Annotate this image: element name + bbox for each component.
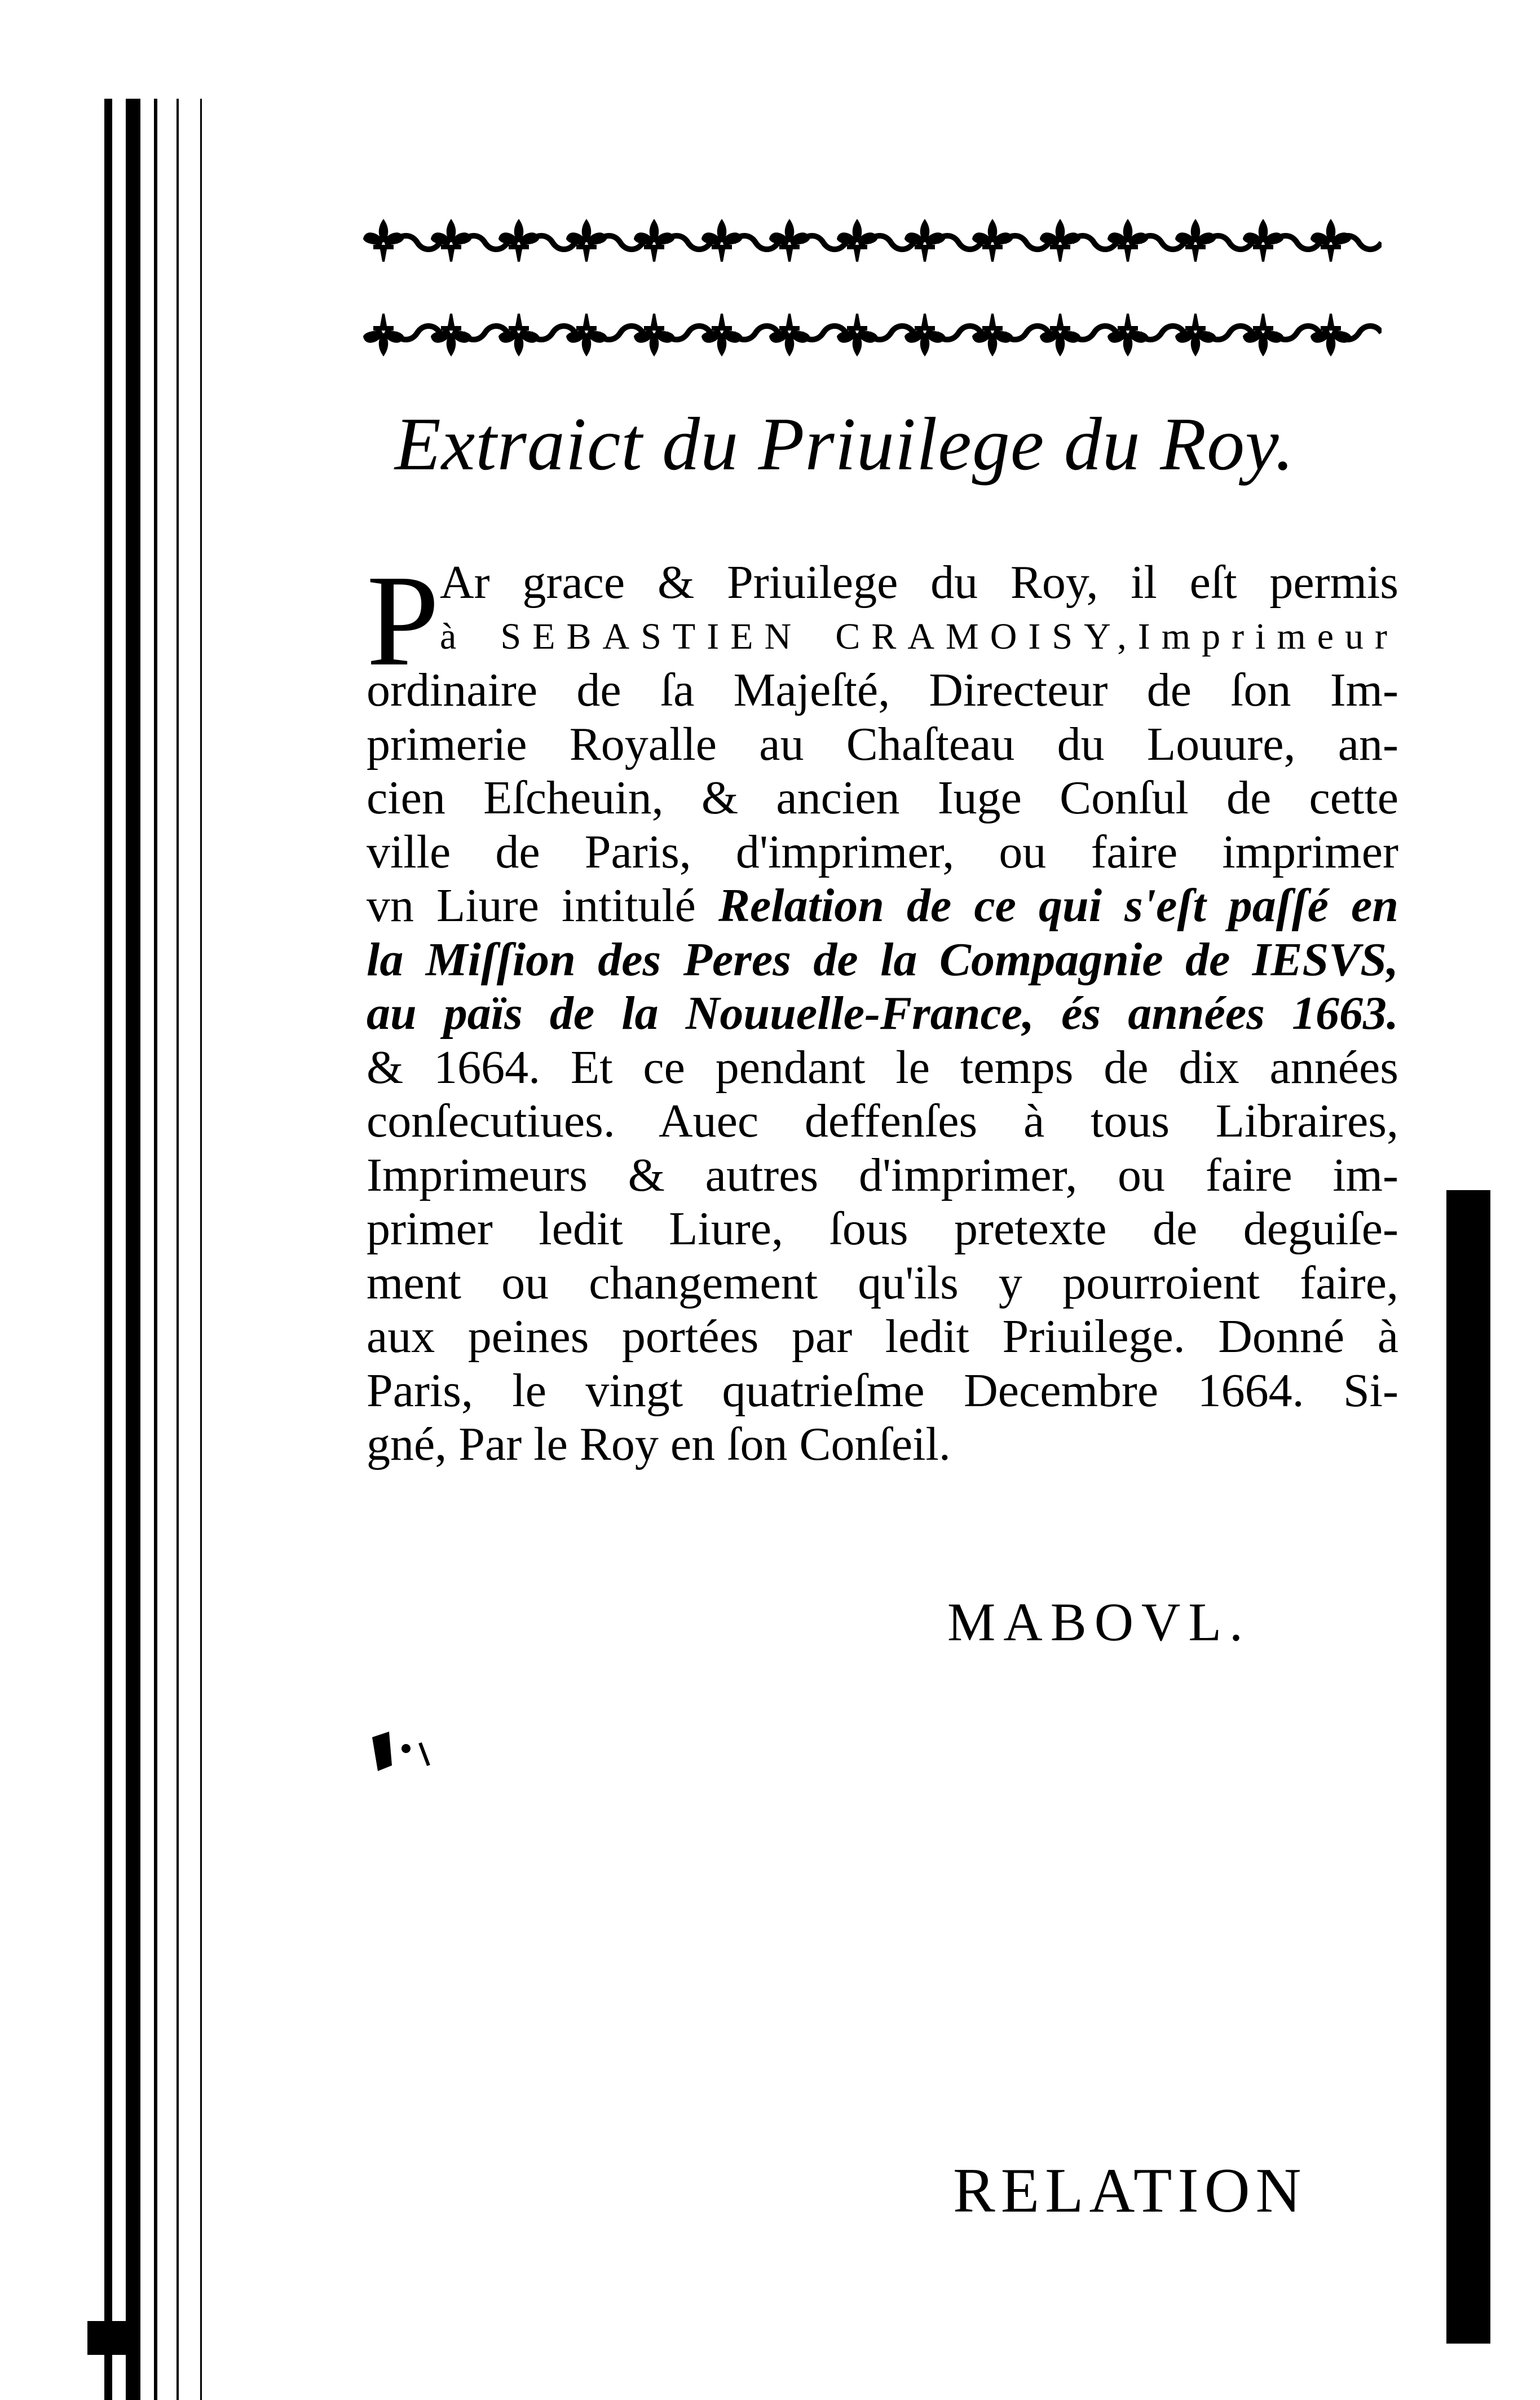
- privilege-text: [367, 548, 1398, 1472]
- fleur-de-lis-ornament: [361, 203, 1382, 372]
- text-line: aux peines portées par ledit Priuilege. Donné à: [367, 1310, 1398, 1363]
- text-line: la Miſſion des Peres de la Compagnie de IESVS,: [367, 933, 1398, 986]
- text-line: ment ou changement qu'ils y pourroient faire,: [367, 1256, 1398, 1309]
- text-line: à SEBASTIEN CRAMOISY,Imprimeur: [440, 615, 1398, 657]
- catchword: RELATION: [953, 2156, 1307, 2226]
- text-line: au païs de la Nouuelle-France, és années 1663.: [367, 987, 1398, 1040]
- text-line: Paris, le vingt quatrieſme Decembre 1664. Si-: [367, 1364, 1398, 1417]
- gutter-rule: [154, 99, 157, 2400]
- text-line: Ar grace & Priuilege du Roy, il eſt permis: [440, 556, 1398, 609]
- text-line: vn Liure intitulé Relation de ce qui s'eſt paſſé en: [367, 879, 1398, 932]
- text-line: primerie Royalle au Chaſteau du Louure, an-: [367, 717, 1398, 770]
- text-line: cien Eſcheuin, & ancien Iuge Conſul de cette: [367, 772, 1398, 824]
- text-line: conſecutiues. Auec deffenſes à tous Libraires,: [367, 1095, 1398, 1147]
- binding-gutter: [104, 99, 223, 2400]
- gutter-rule: [104, 99, 112, 2400]
- page-edge-bar: [1446, 1190, 1490, 2344]
- gutter-rule: [200, 99, 202, 2400]
- text-line: ville de Paris, d'imprimer, ou faire imprimer: [367, 825, 1398, 878]
- gutter-rule: [176, 99, 179, 2400]
- drop-cap: P: [367, 548, 440, 693]
- page-title: Extraict du Priuilege du Roy.: [395, 402, 1295, 486]
- text-line: gné, Par le Roy en ſon Conſeil.: [367, 1418, 951, 1470]
- text-line: ordinaire de ſa Majeſté, Directeur de ſon Im-: [367, 664, 1398, 716]
- text-line: Imprimeurs & autres d'imprimer, ou faire im-: [367, 1148, 1398, 1201]
- gutter-rule: [126, 99, 140, 2400]
- text-line: & 1664. Et ce pendant le temps de dix années: [367, 1041, 1398, 1094]
- gutter-speck: [87, 2321, 138, 2355]
- ink-blot: [367, 1726, 451, 1777]
- signature: MABOVL.: [947, 1592, 1251, 1652]
- text-line: primer ledit Liure, ſous pretexte de deguiſe-: [367, 1203, 1398, 1255]
